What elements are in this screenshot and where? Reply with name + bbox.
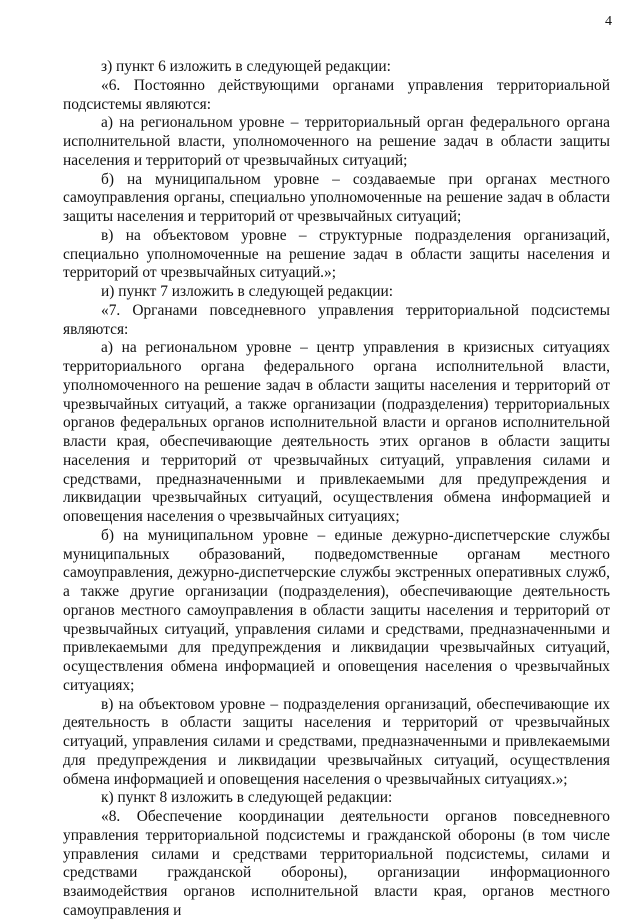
page-number: 4 (605, 14, 612, 29)
paragraph-clause-8: «8. Обеспечение координации деятельности органов повседневного управления территориальной подсистемы и гражданской обороны (в том числе управления силами и средствами территориальной подсистемы, силами и средствами гражданской обороны), организации информационного взаимодействия органов исполнительной власти края, органов местного самоуправления и (63, 808, 610, 919)
paragraph-clause-6-b: б) на муниципальном уровне – создаваемые при органах местного самоуправления органы, специально уполномоченные на решение задач в области защиты населения и территорий от чрезвычайных ситуаций; (63, 170, 610, 225)
paragraph-clause-7-intro: «7. Органами повседневного управления территориальной подсистемы являются: (63, 301, 610, 338)
paragraph-clause-7-b: б) на муниципальном уровне – единые дежурно-диспетчерские службы муниципальных образований, подведомственные органам местного самоуправления, дежурно-диспетчерские службы экстренных оперативных служб, а также другие организации (подразделения), обеспечивающие деятельность органов местного самоуправления в области защиты населения и территорий от чрезвычайных ситуаций, управления силами и средствами, предназначенными и привлекаемыми для предупреждения и ликвидации чрезвычайных ситуаций, осуществления обмена информацией и оповещения населения о чрезвычайных ситуациях; (63, 526, 610, 694)
paragraph-amendment-i: и) пункт 7 изложить в следующей редакции: (101, 283, 394, 300)
paragraph-clause-6-a: а) на региональном уровне – территориальный орган федерального органа исполнительной власти, уполномоченного на решение задач в области защиты населения и территорий от чрезвычайных ситуаций; (63, 114, 610, 169)
paragraph-clause-7-v: в) на объектовом уровне – подразделения организаций, обеспечивающие их деятельность в области защиты населения и территорий от чрезвычайных ситуаций, управления силами и средствами, предназначенными и привлекаемыми для предупреждения и ликвидации чрезвычайных ситуаций, осуществления обмена информацией и оповещения населения о чрезвычайных ситуациях.»; (63, 695, 610, 788)
paragraph-clause-6-intro: «6. Постоянно действующими органами управления территориальной подсистемы являются: (63, 76, 610, 113)
paragraph-clause-7-a: а) на региональном уровне – центр управления в кризисных ситуациях территориального органа федерального органа исполнительной власти, уполномоченного на решение задач в области защиты населения и территорий от чрезвычайных ситуаций, а также организации (подразделения) территориальных органов федеральных органов исполнительной власти и органов исполнительной власти края, обеспечивающие деятельность этих органов в области защиты населения и территорий от чрезвычайных ситуаций, управления силами и средствами, предназначенными и привлекаемыми для предупреждения и ликвидации чрезвычайных ситуаций, осуществления обмена информацией и оповещения населения о чрезвычайных ситуациях; (63, 339, 610, 525)
document-body (63, 58, 610, 921)
paragraph-amendment-k: к) пункт 8 изложить в следующей редакции: (101, 789, 393, 807)
paragraph-amendment-z: з) пункт 6 изложить в следующей редакции: (101, 58, 391, 75)
paragraph-clause-6-v: в) на объектовом уровне – структурные подразделения организаций, специально уполномоченные на решение задач в области защиты населения и территорий от чрезвычайных ситуаций.»; (63, 226, 610, 282)
